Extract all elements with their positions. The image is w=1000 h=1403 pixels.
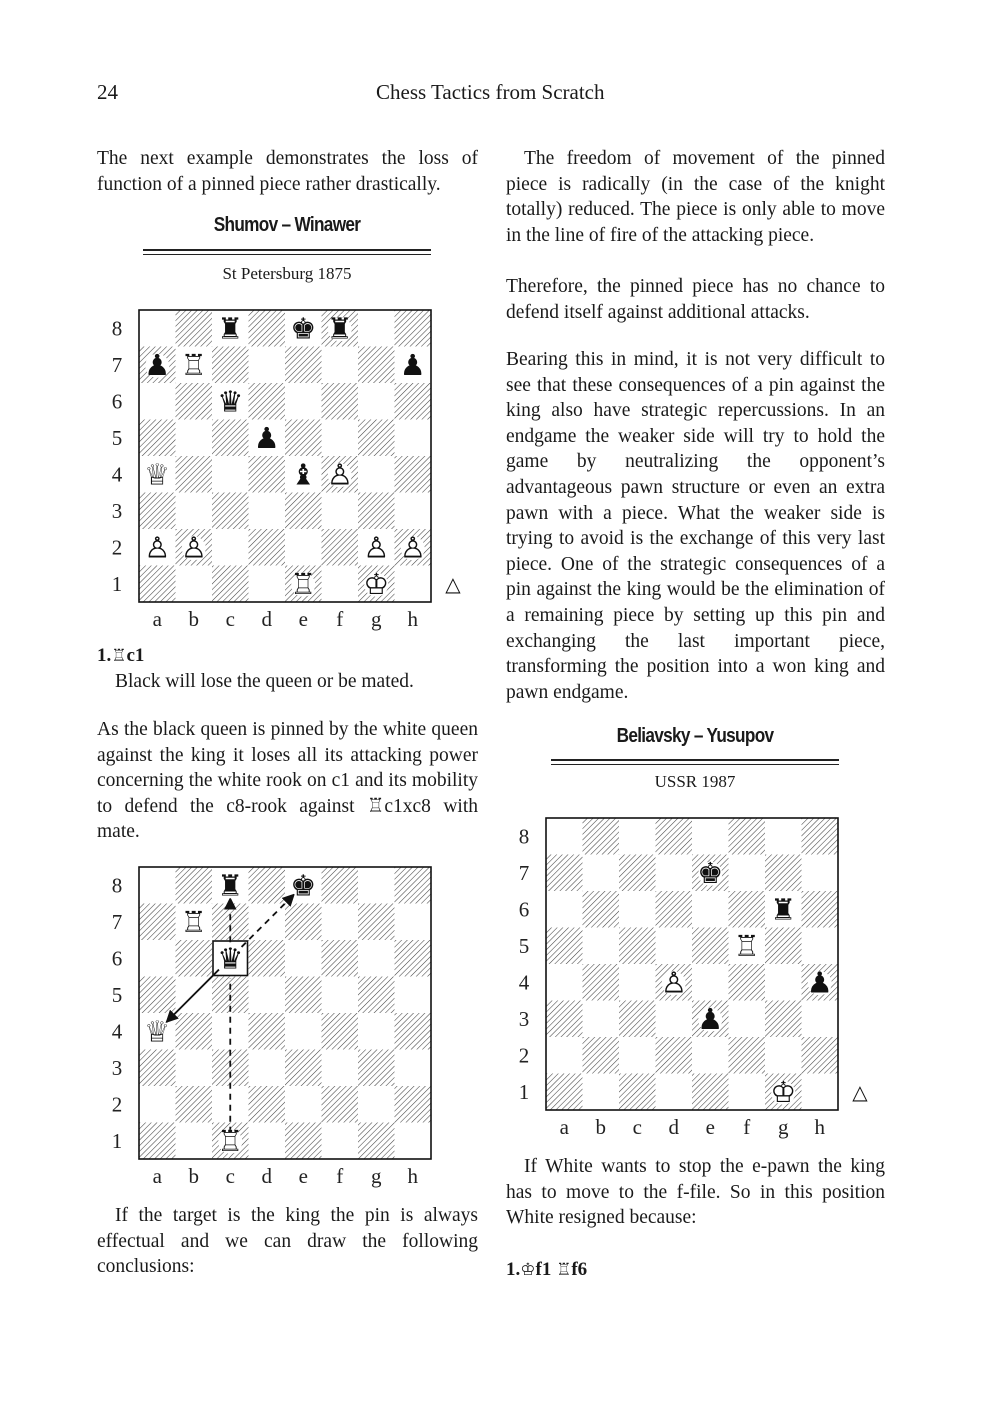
file-label: d	[261, 607, 272, 631]
black-pawn-icon: ♟	[399, 347, 426, 382]
black-rook-icon: ♜	[217, 311, 244, 346]
square-g5	[358, 977, 395, 1014]
square-d2	[656, 1037, 693, 1074]
square-f6	[322, 940, 359, 977]
square-e4	[285, 1013, 322, 1050]
file-label: a	[152, 1164, 162, 1188]
square-c4	[212, 456, 249, 493]
square-c4	[619, 964, 656, 1001]
white-pawn-icon: ♙	[180, 530, 207, 565]
square-d3	[249, 493, 286, 530]
square-a1	[139, 1123, 176, 1160]
freedom-paragraph: The freedom of movement of the pinned piece is radically (in the case of the knight totally) reduced. The piece is only able to move in the line of fire of the attacking piece.	[506, 148, 885, 246]
square-e1	[692, 1074, 729, 1111]
square-e2	[285, 1086, 322, 1123]
black-rook-icon: ♜	[217, 868, 244, 903]
square-c7	[212, 347, 249, 384]
square-g3	[358, 493, 395, 530]
therefore-paragraph: Therefore, the pinned piece has no chance to defend itself against additional attacks.	[506, 276, 885, 323]
square-d1	[249, 1123, 286, 1160]
square-g2	[358, 1086, 395, 1123]
square-a5	[139, 420, 176, 457]
square-g6	[358, 940, 395, 977]
square-h5	[802, 928, 839, 965]
square-d6	[249, 940, 286, 977]
rank-label: 1	[111, 571, 123, 596]
white-pawn-icon: ♙	[326, 457, 353, 492]
square-b6	[176, 383, 213, 420]
square-d4	[249, 456, 286, 493]
square-f1	[322, 1123, 359, 1160]
file-label: e	[298, 607, 308, 631]
rank-label: 7	[518, 860, 530, 885]
square-e6	[285, 383, 322, 420]
square-b3	[583, 1001, 620, 1038]
square-e6	[692, 891, 729, 928]
square-a2	[139, 1086, 176, 1123]
chess-board-3	[512, 814, 882, 1148]
rank-label: 7	[111, 352, 123, 377]
square-b8	[176, 867, 213, 904]
rank-label: 2	[518, 1043, 530, 1068]
rank-label: 2	[111, 535, 123, 560]
square-d3	[656, 1001, 693, 1038]
move-number: 1.	[97, 645, 112, 666]
square-f4	[729, 964, 766, 1001]
file-label: a	[559, 1115, 569, 1139]
square-h4	[395, 456, 432, 493]
black-pawn-icon: ♟	[806, 965, 833, 1000]
square-h6	[395, 383, 432, 420]
square-g2	[765, 1037, 802, 1074]
file-label: e	[705, 1115, 715, 1139]
square-f6	[729, 891, 766, 928]
square-d6	[249, 383, 286, 420]
white-king-icon: ♔	[770, 1074, 797, 1109]
white-rook-icon: ♖	[180, 904, 207, 939]
black-pawn-icon: ♟	[697, 1001, 724, 1036]
running-header-title: Chess Tactics from Scratch	[376, 80, 605, 104]
white-queen-icon: ♕	[144, 1014, 171, 1049]
white-queen-icon: ♕	[144, 457, 171, 492]
square-d6	[656, 891, 693, 928]
white-pawn-icon: ♙	[363, 530, 390, 565]
rank-label: 7	[111, 909, 123, 934]
game-title-shumov-winawer: Shumov – Winawer	[213, 214, 361, 236]
square-f3	[729, 1001, 766, 1038]
square-g8	[358, 310, 395, 347]
square-c7	[619, 855, 656, 892]
file-label: f	[336, 607, 344, 631]
square-h8	[395, 310, 432, 347]
square-h7	[802, 855, 839, 892]
rank-label: 4	[111, 1019, 123, 1044]
square-h3	[395, 493, 432, 530]
square-g1	[358, 1123, 395, 1160]
square-h3	[802, 1001, 839, 1038]
square-g6	[358, 383, 395, 420]
rank-label: 6	[111, 946, 123, 971]
square-a6	[546, 891, 583, 928]
square-b5	[583, 928, 620, 965]
square-a4	[546, 964, 583, 1001]
square-f8	[322, 867, 359, 904]
square-b1	[176, 566, 213, 603]
square-f3	[322, 1050, 359, 1087]
square-e5	[692, 928, 729, 965]
square-d8	[656, 818, 693, 855]
square-d1	[249, 566, 286, 603]
square-a8	[139, 867, 176, 904]
square-b2	[583, 1037, 620, 1074]
rank-label: 8	[111, 316, 123, 341]
rank-label: 8	[111, 873, 123, 898]
square-f2	[729, 1037, 766, 1074]
square-f1	[322, 566, 359, 603]
title-rule	[551, 759, 839, 765]
white-rook-icon: ♖	[290, 566, 317, 601]
square-c2	[619, 1037, 656, 1074]
square-a6	[139, 383, 176, 420]
file-label: h	[407, 607, 418, 631]
page-number: 24	[97, 80, 118, 104]
rank-label: 1	[111, 1128, 123, 1153]
square-h1	[395, 1123, 432, 1160]
black-pawn-icon: ♟	[253, 420, 280, 455]
rank-label: 8	[518, 824, 530, 849]
rank-label: 3	[111, 1055, 123, 1080]
square-a6	[139, 940, 176, 977]
move-number: 1.	[506, 1259, 521, 1280]
white-pawn-icon: ♙	[660, 965, 687, 1000]
square-h1	[802, 1074, 839, 1111]
square-f8	[729, 818, 766, 855]
square-d5	[249, 977, 286, 1014]
white-pawn-icon: ♙	[399, 530, 426, 565]
file-label: h	[407, 1164, 418, 1188]
rook-symbol-icon: ♖	[111, 646, 127, 666]
file-label: d	[668, 1115, 679, 1139]
square-e8	[692, 818, 729, 855]
square-a7	[546, 855, 583, 892]
file-label: d	[261, 1164, 272, 1188]
square-a3	[139, 1050, 176, 1087]
square-e7	[285, 347, 322, 384]
square-a8	[139, 310, 176, 347]
square-g3	[358, 1050, 395, 1087]
square-a3	[546, 1001, 583, 1038]
square-f7	[322, 347, 359, 384]
square-g7	[358, 347, 395, 384]
file-label: b	[595, 1115, 606, 1139]
rank-label: 3	[111, 498, 123, 523]
file-label: c	[225, 1164, 235, 1188]
square-b1	[176, 1123, 213, 1160]
square-h6	[395, 940, 432, 977]
square-d3	[249, 1050, 286, 1087]
square-b7	[583, 855, 620, 892]
white-to-move-triangle-icon: △	[852, 1079, 868, 1104]
square-g4	[765, 964, 802, 1001]
square-e1	[285, 1123, 322, 1160]
file-label: g	[778, 1115, 789, 1139]
file-label: g	[371, 607, 382, 631]
square-h8	[802, 818, 839, 855]
move-square: c1	[126, 645, 145, 666]
file-label: g	[371, 1164, 382, 1188]
square-e3	[285, 1050, 322, 1087]
square-h8	[395, 867, 432, 904]
black-queen-icon: ♛	[217, 384, 244, 419]
square-f2	[322, 1086, 359, 1123]
rook-symbol-icon: ♖	[556, 1260, 572, 1280]
square-c3	[212, 493, 249, 530]
chess-board-1	[105, 306, 475, 640]
square-a1	[546, 1074, 583, 1111]
rank-label: 1	[518, 1079, 530, 1104]
square-b3	[176, 1050, 213, 1087]
file-label: h	[814, 1115, 825, 1139]
square-d4	[249, 1013, 286, 1050]
file-label: f	[743, 1115, 751, 1139]
square-h5	[395, 977, 432, 1014]
square-f7	[729, 855, 766, 892]
square-d7	[656, 855, 693, 892]
file-label: c	[225, 607, 235, 631]
file-label: e	[298, 1164, 308, 1188]
file-label: a	[152, 607, 162, 631]
square-c3	[619, 1001, 656, 1038]
square-a1	[139, 566, 176, 603]
black-king-icon: ♚	[697, 855, 724, 890]
square-b2	[176, 1086, 213, 1123]
square-h4	[395, 1013, 432, 1050]
rank-label: 4	[518, 970, 530, 995]
rank-label: 6	[111, 389, 123, 414]
white-king-icon: ♔	[363, 566, 390, 601]
square-f5	[322, 420, 359, 457]
move-square: f6	[571, 1259, 588, 1280]
square-f4	[322, 1013, 359, 1050]
square-d8	[249, 867, 286, 904]
square-b6	[583, 891, 620, 928]
game-title-beliavsky-yusupov: Beliavsky – Yusupov	[616, 725, 774, 747]
square-g7	[358, 904, 395, 941]
square-b8	[583, 818, 620, 855]
square-e5	[285, 420, 322, 457]
square-b4	[176, 456, 213, 493]
white-rook-icon: ♖	[180, 347, 207, 382]
square-a8	[546, 818, 583, 855]
file-label: b	[188, 1164, 199, 1188]
rank-label: 2	[111, 1092, 123, 1117]
white-pawn-icon: ♙	[144, 530, 171, 565]
square-h2	[802, 1037, 839, 1074]
black-bishop-icon: ♝	[290, 457, 317, 492]
square-a3	[139, 493, 176, 530]
square-e5	[285, 977, 322, 1014]
move-1-rc1	[97, 645, 144, 667]
square-h7	[395, 904, 432, 941]
square-g4	[358, 456, 395, 493]
square-g5	[358, 420, 395, 457]
square-g3	[765, 1001, 802, 1038]
square-e6	[285, 940, 322, 977]
chess-board-2-diagram	[105, 863, 475, 1197]
square-h3	[395, 1050, 432, 1087]
square-c1	[212, 566, 249, 603]
rank-label: 5	[518, 933, 530, 958]
square-d7	[249, 347, 286, 384]
square-d8	[249, 310, 286, 347]
rank-label: 4	[111, 462, 123, 487]
black-king-icon: ♚	[290, 868, 317, 903]
black-king-icon: ♚	[290, 311, 317, 346]
square-d2	[249, 1086, 286, 1123]
bearing-paragraph: Bearing this in mind, it is not very difficult to see that these consequences of a pin against the king also have strategic repercussions. In an endgame the weaker side will try to hold the game by neutralizing the opponent’s advantageous pawn structure or even an extra pawn with a piece. What the weaker side is trying to avoid is the exchange of this very last piece. One of the strategic consequences of a pin against the king would be the elimination of a remaining piece by setting up this pin and exchanging the last important piece, transforming the position into a won king and pawn endgame.	[506, 349, 885, 703]
square-a2	[546, 1037, 583, 1074]
square-b3	[176, 493, 213, 530]
square-d1	[656, 1074, 693, 1111]
square-g5	[765, 928, 802, 965]
king-symbol-icon: ♔	[520, 1260, 536, 1280]
square-g8	[765, 818, 802, 855]
square-h5	[395, 420, 432, 457]
square-d2	[249, 529, 286, 566]
square-f6	[322, 383, 359, 420]
square-h2	[395, 1086, 432, 1123]
file-label: f	[336, 1164, 344, 1188]
move-1-kf1-rf6	[506, 1259, 587, 1281]
square-a5	[546, 928, 583, 965]
pinned-queen-paragraph: As the black queen is pinned by the white queen against the king it loses all its attacking power concerning the white rook on c1 and its mobility to defend the c8-rook against ♖c1xc8 with mate.	[97, 719, 478, 843]
white-rook-icon: ♖	[217, 1123, 244, 1158]
rank-label: 6	[518, 897, 530, 922]
square-e2	[285, 529, 322, 566]
black-rook-icon: ♜	[770, 892, 797, 927]
file-label: b	[188, 607, 199, 631]
square-e3	[285, 493, 322, 530]
square-b4	[176, 1013, 213, 1050]
white-to-move-triangle-icon: △	[445, 571, 461, 596]
square-g8	[358, 867, 395, 904]
square-b4	[583, 964, 620, 1001]
square-c2	[212, 529, 249, 566]
square-f5	[322, 977, 359, 1014]
black-queen-icon: ♛	[217, 941, 244, 976]
square-f2	[322, 529, 359, 566]
square-h1	[395, 566, 432, 603]
square-c6	[619, 891, 656, 928]
title-rule	[143, 249, 431, 255]
square-b6	[176, 940, 213, 977]
event-st-petersburg: St Petersburg 1875	[222, 264, 352, 283]
rank-label: 5	[111, 982, 123, 1007]
square-e2	[692, 1037, 729, 1074]
square-f7	[322, 904, 359, 941]
intro-paragraph: The next example demonstrates the loss of function of a pinned piece rather drastically.	[97, 148, 478, 195]
rank-label: 5	[111, 425, 123, 450]
square-e7	[285, 904, 322, 941]
square-h6	[802, 891, 839, 928]
square-g4	[358, 1013, 395, 1050]
square-e4	[692, 964, 729, 1001]
square-c5	[619, 928, 656, 965]
square-c1	[619, 1074, 656, 1111]
square-d5	[656, 928, 693, 965]
file-label: c	[632, 1115, 642, 1139]
target-king-paragraph: If the target is the king the pin is always effectual and we can draw the following conclusions:	[97, 1205, 478, 1278]
black-pawn-icon: ♟	[144, 347, 171, 382]
square-b5	[176, 420, 213, 457]
black-rook-icon: ♜	[326, 311, 353, 346]
move-comment: Black will lose the queen or be mated.	[115, 671, 414, 692]
event-ussr-1987: USSR 1987	[654, 772, 736, 791]
e-pawn-paragraph: If White wants to stop the e-pawn the king has to move to the f-file. So in this position White resigned because:	[506, 1156, 885, 1229]
white-rook-icon: ♖	[733, 928, 760, 963]
square-f1	[729, 1074, 766, 1111]
square-f3	[322, 493, 359, 530]
square-c8	[619, 818, 656, 855]
square-a5	[139, 977, 176, 1014]
square-g7	[765, 855, 802, 892]
square-b1	[583, 1074, 620, 1111]
move-square: f1	[535, 1259, 552, 1280]
square-a7	[139, 904, 176, 941]
square-c5	[212, 420, 249, 457]
rank-label: 3	[518, 1006, 530, 1031]
square-b8	[176, 310, 213, 347]
